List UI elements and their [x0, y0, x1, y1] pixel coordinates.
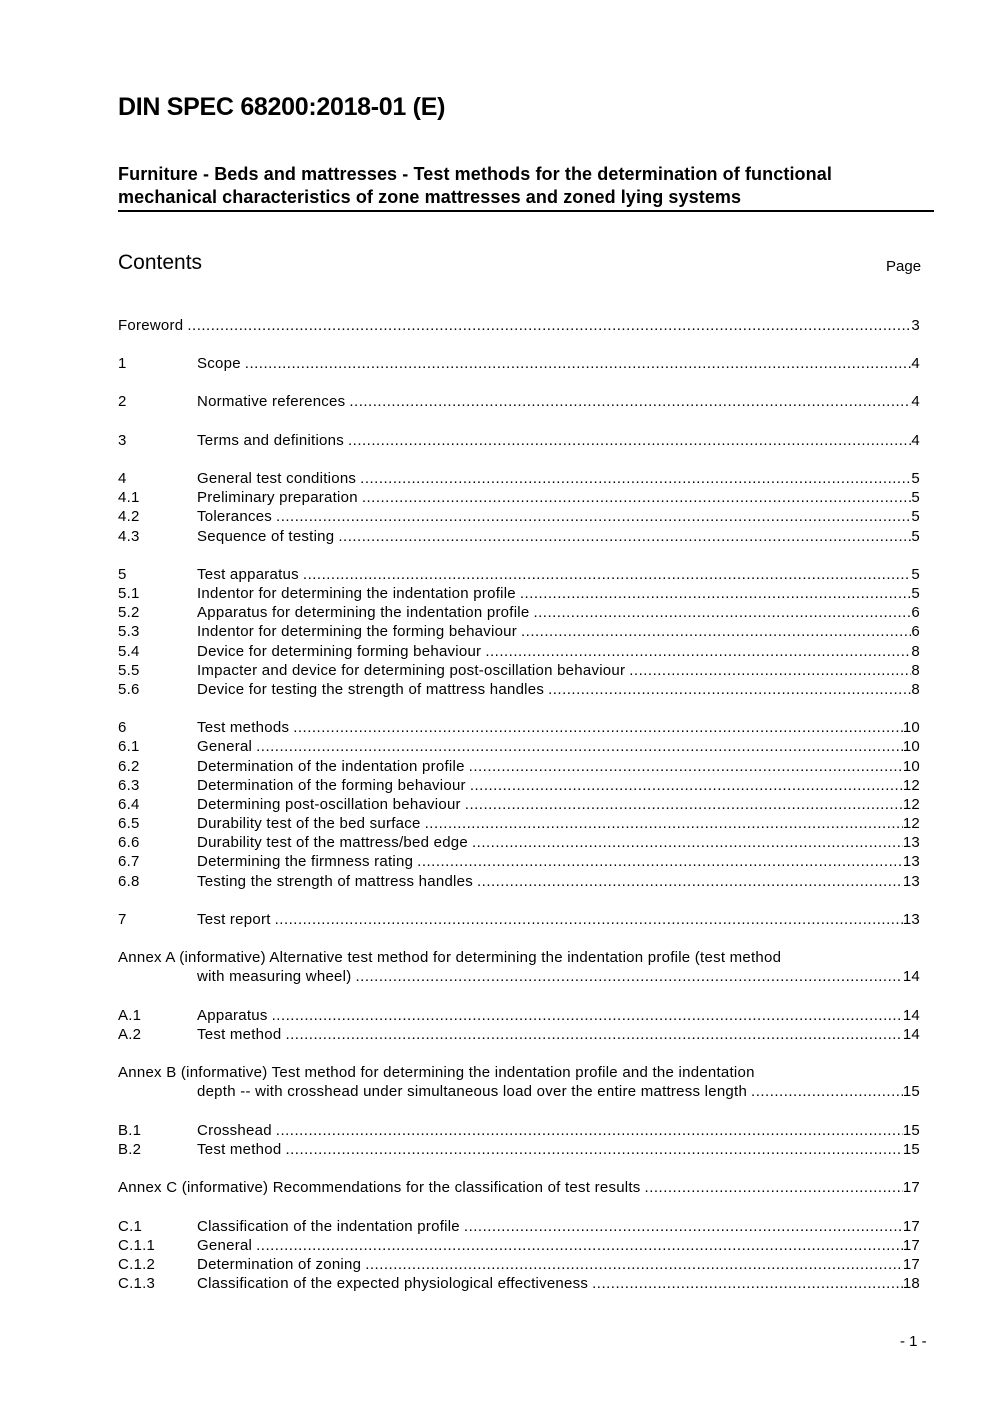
toc-entry[interactable] — [118, 680, 920, 699]
toc-page: 12 — [902, 815, 920, 832]
toc-number: C.1.2 — [118, 1256, 156, 1273]
toc-title: Impacter and device for determining post-oscillation behaviour — [197, 662, 626, 679]
toc-page: 17 — [902, 1256, 920, 1273]
toc-page: 5 — [911, 566, 920, 583]
toc-page: 5 — [911, 470, 920, 487]
toc-leader — [360, 469, 911, 488]
toc-leader — [187, 316, 911, 335]
toc-title: Durability test of the bed surface — [197, 815, 421, 832]
toc-leader — [245, 354, 912, 373]
toc-page: 13 — [902, 834, 920, 851]
toc-page: 15 — [902, 1083, 920, 1100]
toc-page: 8 — [911, 643, 920, 660]
toc-number: 5.1 — [118, 585, 140, 602]
toc-page: 10 — [902, 738, 920, 755]
toc-entry[interactable] — [118, 737, 920, 756]
toc-number: 6.8 — [118, 873, 140, 890]
toc-entry[interactable] — [118, 872, 920, 891]
toc-number: B.1 — [118, 1122, 142, 1139]
toc-title: Device for determining forming behaviour — [197, 643, 482, 660]
toc-number: C.1.3 — [118, 1275, 156, 1292]
toc-number: 4.1 — [118, 489, 140, 506]
toc-page: 13 — [902, 911, 920, 928]
toc-page: 14 — [902, 968, 920, 985]
toc-title: Determining the firmness rating — [197, 853, 414, 870]
toc-number: 1 — [118, 355, 127, 372]
toc-title: Device for testing the strength of mattress handles — [197, 681, 545, 698]
toc-page: 18 — [902, 1275, 920, 1292]
toc-title: Foreword — [118, 317, 184, 334]
toc-entry[interactable] — [118, 392, 920, 411]
toc-title: Determining post-oscillation behaviour — [197, 796, 461, 813]
toc-leader — [548, 680, 911, 699]
toc-title: Test report — [197, 911, 271, 928]
toc-page: 10 — [902, 719, 920, 736]
toc-title: Crosshead — [197, 1122, 272, 1139]
toc-number: 5 — [118, 566, 127, 583]
toc-entry-foreword[interactable] — [118, 316, 920, 335]
footer-page-number: - 1 - — [900, 1333, 927, 1350]
toc-number: 4.3 — [118, 528, 140, 545]
toc-title: Test method — [197, 1026, 282, 1043]
toc-leader — [272, 1006, 903, 1025]
toc-page: 14 — [902, 1007, 920, 1024]
toc-number: 5.2 — [118, 604, 140, 621]
toc-leader — [592, 1274, 903, 1293]
toc-leader — [348, 431, 911, 450]
toc-number: 6.3 — [118, 777, 140, 794]
toc-entry[interactable] — [118, 469, 920, 488]
toc-title: Annex B (informative) Test method for determining the indentation profile and the indentation — [118, 1064, 755, 1081]
toc-number: 4.2 — [118, 508, 140, 525]
toc-page: 5 — [911, 528, 920, 545]
toc-title: Apparatus for determining the indentation profile — [197, 604, 530, 621]
toc-number: 5.5 — [118, 662, 140, 679]
toc-leader — [425, 814, 903, 833]
toc-title: with measuring wheel) — [197, 968, 352, 985]
toc-leader — [521, 622, 911, 641]
toc-page: 5 — [911, 508, 920, 525]
document-subtitle — [118, 163, 934, 212]
toc-page: 6 — [911, 604, 920, 621]
toc-entry[interactable] — [118, 584, 920, 603]
toc-title: Determination of the indentation profile — [197, 758, 465, 775]
toc-page: 4 — [911, 432, 920, 449]
toc-page: 15 — [902, 1141, 920, 1158]
toc-title: Classification of the expected physiological effectiveness — [197, 1275, 589, 1292]
toc-leader — [470, 776, 903, 795]
toc-entry[interactable] — [118, 718, 920, 737]
toc-leader — [293, 718, 903, 737]
toc-title: Apparatus — [197, 1007, 268, 1024]
toc-entry[interactable] — [118, 1274, 920, 1293]
toc-entry[interactable] — [118, 622, 920, 641]
toc-number: B.2 — [118, 1141, 142, 1158]
toc-entry[interactable] — [118, 488, 920, 507]
toc-number: 6.5 — [118, 815, 140, 832]
toc-number: 5.4 — [118, 643, 140, 660]
toc-entry[interactable] — [118, 1121, 920, 1140]
toc-page: 8 — [911, 662, 920, 679]
toc-page: 5 — [911, 585, 920, 602]
toc-leader — [276, 507, 911, 526]
toc-number: 3 — [118, 432, 127, 449]
toc-leader — [285, 1025, 902, 1044]
toc-page: 14 — [902, 1026, 920, 1043]
toc-entry[interactable] — [118, 833, 920, 852]
toc-entry[interactable] — [118, 795, 920, 814]
toc-page: 17 — [902, 1218, 920, 1235]
toc-title: Testing the strength of mattress handles — [197, 873, 473, 890]
toc-page: 8 — [911, 681, 920, 698]
toc-leader — [362, 488, 912, 507]
document-id: DIN SPEC 68200:2018-01 (E) — [118, 93, 446, 121]
toc-number: 4 — [118, 470, 127, 487]
toc-title: Test methods — [197, 719, 290, 736]
toc-number: 6.1 — [118, 738, 140, 755]
toc-number: 2 — [118, 393, 127, 410]
toc-entry[interactable] — [118, 1025, 920, 1044]
toc-leader — [276, 1121, 903, 1140]
toc-title: General test conditions — [197, 470, 357, 487]
toc-leader — [477, 872, 903, 891]
toc-title: Sequence of testing — [197, 528, 335, 545]
toc-leader — [533, 603, 911, 622]
toc-entry[interactable] — [118, 507, 920, 526]
toc-leader — [485, 642, 911, 661]
page-column-heading: Page — [886, 258, 922, 275]
toc-entry[interactable] — [118, 757, 920, 776]
toc-entry[interactable] — [118, 1140, 920, 1159]
toc-entry[interactable] — [118, 527, 920, 546]
toc-page: 17 — [902, 1179, 920, 1196]
toc-entry-annex-b[interactable] — [118, 1063, 908, 1082]
toc-title: Determination of zoning — [197, 1256, 362, 1273]
toc-entry[interactable] — [118, 603, 920, 622]
toc-page: 12 — [902, 777, 920, 794]
toc-title: Determination of the forming behaviour — [197, 777, 466, 794]
toc-leader — [465, 795, 903, 814]
toc-number: A.2 — [118, 1026, 142, 1043]
toc-title: Durability test of the mattress/bed edge — [197, 834, 468, 851]
toc-entry[interactable] — [118, 1006, 920, 1025]
toc-number: 6.4 — [118, 796, 140, 813]
toc-title: Preliminary preparation — [197, 489, 358, 506]
toc-page: 15 — [902, 1122, 920, 1139]
toc-entry[interactable] — [118, 910, 920, 929]
toc-entry[interactable] — [118, 1217, 920, 1236]
toc-title: General — [197, 738, 253, 755]
toc-title: Tolerances — [197, 508, 273, 525]
toc-page: 3 — [911, 317, 920, 334]
toc-leader — [303, 565, 912, 584]
toc-page: 13 — [902, 853, 920, 870]
toc-title: Test method — [197, 1141, 282, 1158]
toc-entry[interactable] — [118, 1255, 920, 1274]
toc-number: 5.3 — [118, 623, 140, 640]
toc-leader — [629, 661, 911, 680]
toc-number: 6.2 — [118, 758, 140, 775]
toc-entry-annex-c[interactable] — [118, 1178, 920, 1197]
toc-title: Indentor for determining the forming behaviour — [197, 623, 518, 640]
toc-leader — [349, 392, 911, 411]
toc-entry-annex-b-cont[interactable] — [118, 1082, 920, 1101]
toc-title: Test apparatus — [197, 566, 299, 583]
toc-leader — [464, 1217, 903, 1236]
toc-number: A.1 — [118, 1007, 142, 1024]
toc-title: Classification of the indentation profile — [197, 1218, 460, 1235]
toc-page: 5 — [911, 489, 920, 506]
toc-number: C.1.1 — [118, 1237, 156, 1254]
toc-entry[interactable] — [118, 642, 920, 661]
toc-title: Scope — [197, 355, 241, 372]
toc-leader — [751, 1082, 903, 1101]
toc-title: Annex C (informative) Recommendations for the classification of test results — [118, 1179, 641, 1196]
subtitle-line-2: mechanical characteristics of zone mattresses and zoned lying systems — [118, 187, 742, 207]
toc-number: C.1 — [118, 1218, 143, 1235]
toc-leader — [275, 910, 903, 929]
toc-entry[interactable] — [118, 565, 920, 584]
toc-title: Indentor for determining the indentation profile — [197, 585, 516, 602]
toc-leader — [285, 1140, 902, 1159]
toc-entry[interactable] — [118, 431, 920, 450]
toc-title: Terms and definitions — [197, 432, 344, 449]
toc-entry[interactable] — [118, 661, 920, 680]
toc-leader — [417, 852, 903, 871]
toc-entry[interactable] — [118, 814, 920, 833]
toc-leader — [256, 737, 903, 756]
toc-number: 7 — [118, 911, 127, 928]
toc-entry[interactable] — [118, 852, 920, 871]
toc-leader — [645, 1178, 903, 1197]
toc-number: 5.6 — [118, 681, 140, 698]
toc-page: 4 — [911, 355, 920, 372]
toc-leader — [472, 833, 903, 852]
toc-leader — [338, 527, 911, 546]
toc-number: 6 — [118, 719, 127, 736]
toc-page: 12 — [902, 796, 920, 813]
toc-page: 4 — [911, 393, 920, 410]
toc-entry[interactable] — [118, 776, 920, 795]
toc-page: 13 — [902, 873, 920, 890]
toc-number: 6.7 — [118, 853, 140, 870]
toc-leader — [520, 584, 912, 603]
toc-leader — [365, 1255, 903, 1274]
toc-number: 6.6 — [118, 834, 140, 851]
toc-title: Annex A (informative) Alternative test method for determining the indentation profile (test method — [118, 949, 782, 966]
toc-title: General — [197, 1237, 253, 1254]
toc-leader — [355, 967, 902, 986]
subtitle-line-1: Furniture - Beds and mattresses - Test methods for the determination of functional — [118, 164, 832, 184]
toc-entry[interactable] — [118, 1236, 920, 1255]
toc-title: Normative references — [197, 393, 346, 410]
toc-title: depth -- with crosshead under simultaneous load over the entire mattress length — [197, 1083, 748, 1100]
toc-entry[interactable] — [118, 354, 920, 373]
toc-page: 6 — [911, 623, 920, 640]
toc-leader — [256, 1236, 903, 1255]
toc-entry-annex-a[interactable] — [118, 948, 908, 967]
toc-page: 17 — [902, 1237, 920, 1254]
contents-heading: Contents — [118, 251, 203, 274]
toc-entry-annex-a-cont[interactable] — [118, 967, 920, 986]
toc-leader — [469, 757, 903, 776]
toc-page: 10 — [902, 758, 920, 775]
